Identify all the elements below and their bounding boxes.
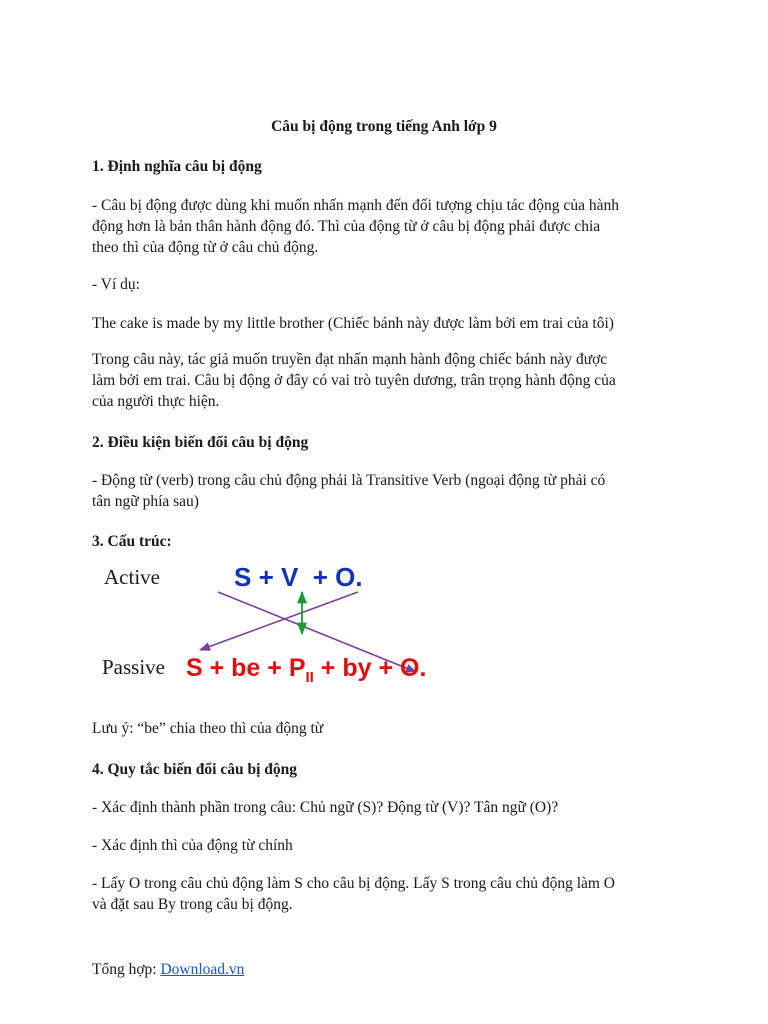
text-line: tân ngữ phía sau)	[92, 493, 199, 510]
section2-paragraph	[92, 470, 682, 512]
passive-label: Passive	[102, 655, 165, 679]
passive-formula	[186, 654, 426, 686]
text-line: - Câu bị động được dùng khi muốn nhấn mạnh đến đối tượng chịu tác động của hành	[92, 197, 619, 214]
passive-formula-subscript: II	[305, 669, 314, 686]
structure-note: Lưu ý: “be” chia theo thì của động từ	[92, 720, 324, 737]
rule-2: - Xác định thì của động từ chính	[92, 837, 293, 854]
text-line: Trong câu này, tác giả muốn truyền đạt nhấn mạnh hành động chiếc bánh này được	[92, 351, 608, 368]
footer-source	[92, 959, 244, 980]
section3-heading: 3. Cấu trúc:	[92, 533, 172, 550]
text-line: theo thì của động từ ở câu chủ động.	[92, 239, 319, 256]
section1-explanation	[92, 349, 682, 412]
passive-formula-rest: + by + O.	[313, 654, 427, 682]
example-sentence: The cake is made by my little brother (Chiếc bánh này được làm bởi em trai của tôi)	[92, 315, 614, 332]
page-title: Câu bị động trong tiếng Anh lớp 9	[271, 118, 497, 135]
text-line: làm bởi em trai. Câu bị động ở đây có vai trò tuyên dương, trân trọng hành động của	[92, 372, 616, 389]
section2-heading: 2. Điều kiện biến đổi câu bị động	[92, 434, 309, 451]
text-line: - Động từ (verb) trong câu chủ động phải là Transitive Verb (ngoại động từ phải có	[92, 472, 606, 489]
rule-3	[92, 873, 682, 915]
active-formula: S + V + O.	[234, 562, 363, 592]
section4-heading: 4. Quy tắc biến đổi câu bị động	[92, 761, 297, 778]
section1-heading: 1. Định nghĩa câu bị động	[92, 158, 262, 175]
text-line: - Lấy O trong câu chủ động làm S cho câu bị động. Lấy S trong câu chủ động làm O	[92, 875, 616, 892]
example-label: - Ví dụ:	[92, 276, 140, 293]
cross-arrow-object	[200, 592, 358, 650]
text-line: động hơn là bản thân hành động đó. Thì của động từ ở câu bị động phải được chia	[92, 218, 601, 235]
text-line: và đặt sau By trong câu bị động.	[92, 896, 293, 913]
footer-label: Tổng hợp:	[92, 961, 161, 978]
active-label: Active	[104, 565, 160, 589]
passive-formula-main: S + be + P	[186, 654, 306, 682]
section1-paragraph	[92, 195, 682, 258]
structure-diagram-svg	[96, 556, 496, 696]
rule-1: - Xác định thành phần trong câu: Chủ ngữ (S)? Động từ (V)? Tân ngữ (O)?	[92, 799, 559, 816]
download-vn-link[interactable]: Download.vn	[160, 961, 245, 978]
text-line: của người thực hiện.	[92, 393, 220, 410]
passive-structure-diagram	[96, 556, 496, 696]
